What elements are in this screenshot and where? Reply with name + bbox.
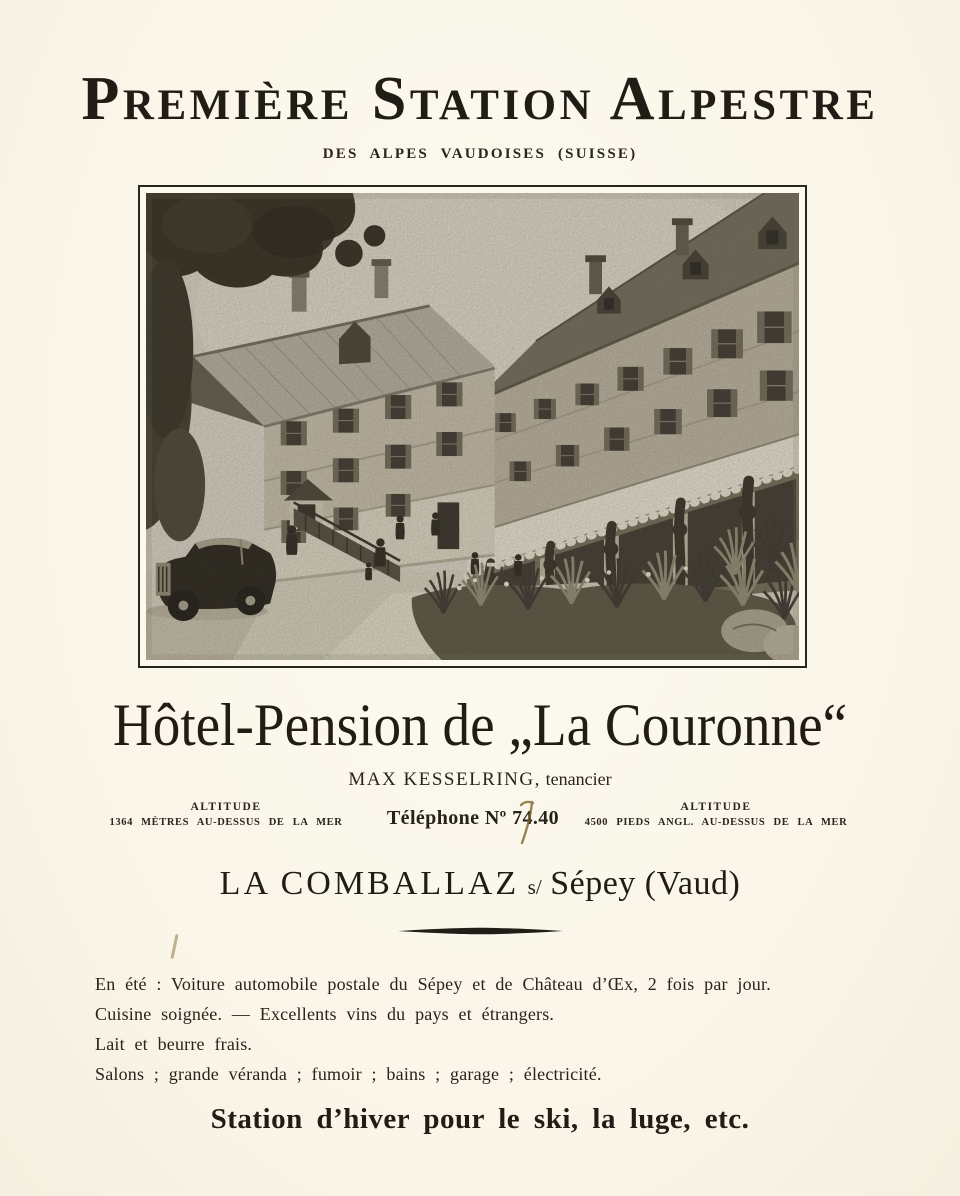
altitude-metric-label: ALTITUDE	[190, 801, 262, 813]
amenity-line: En été : Voiture automobile postale du Sépey et de Château d’Œx, 2 fois par jour.	[95, 974, 771, 994]
film-grain	[146, 193, 799, 660]
proprietor-line	[0, 769, 960, 791]
info-row	[0, 799, 960, 851]
ornamental-divider	[398, 927, 563, 935]
hotel-photo-frame	[138, 185, 807, 668]
amenity-line: Cuisine soignée. — Excellents vins du pays et étrangers.	[95, 1004, 555, 1024]
location-main: LA COMBALLAZ	[219, 865, 520, 902]
hotel-photo	[146, 193, 799, 660]
proprietor-title: tenancier	[545, 769, 612, 789]
telephone-block	[353, 807, 593, 830]
hotel-name: Hôtel-Pension de „La Couronne“	[112, 692, 848, 758]
amenity-line: Salons ; grande véranda ; fumoir ; bains ; garage ; électricité.	[95, 1064, 602, 1084]
amenity-line: Lait et beurre frais.	[95, 1034, 253, 1054]
altitude-imperial-block	[566, 801, 866, 828]
winter-tagline: Station d’hiver pour le ski, la luge, etc.	[210, 1103, 750, 1135]
proprietor-name: MAX KESSELRING,	[348, 769, 541, 790]
advert-subtitle: DES ALPES VAUDOISES (SUISSE)	[322, 146, 638, 162]
altitude-metric-value: 1364 MÈTRES AU-DESSUS DE LA MER	[109, 817, 343, 828]
altitude-imperial-value: 4500 PIEDS ANGL. AU-DESSUS DE LA MER	[584, 817, 848, 828]
telephone-text: Téléphone Nº 74.40	[386, 807, 560, 829]
advert-title: Première Station Alpestre	[81, 65, 879, 133]
altitude-metric-block	[76, 801, 376, 828]
location-line	[0, 865, 960, 903]
location-particle: s/	[527, 875, 542, 899]
amenities-paragraph	[95, 969, 890, 1089]
handwritten-ink-mark	[170, 934, 178, 959]
location-rest: Sépey (Vaud)	[550, 865, 741, 902]
telephone-line	[387, 807, 559, 830]
altitude-imperial-label: ALTITUDE	[680, 801, 752, 813]
